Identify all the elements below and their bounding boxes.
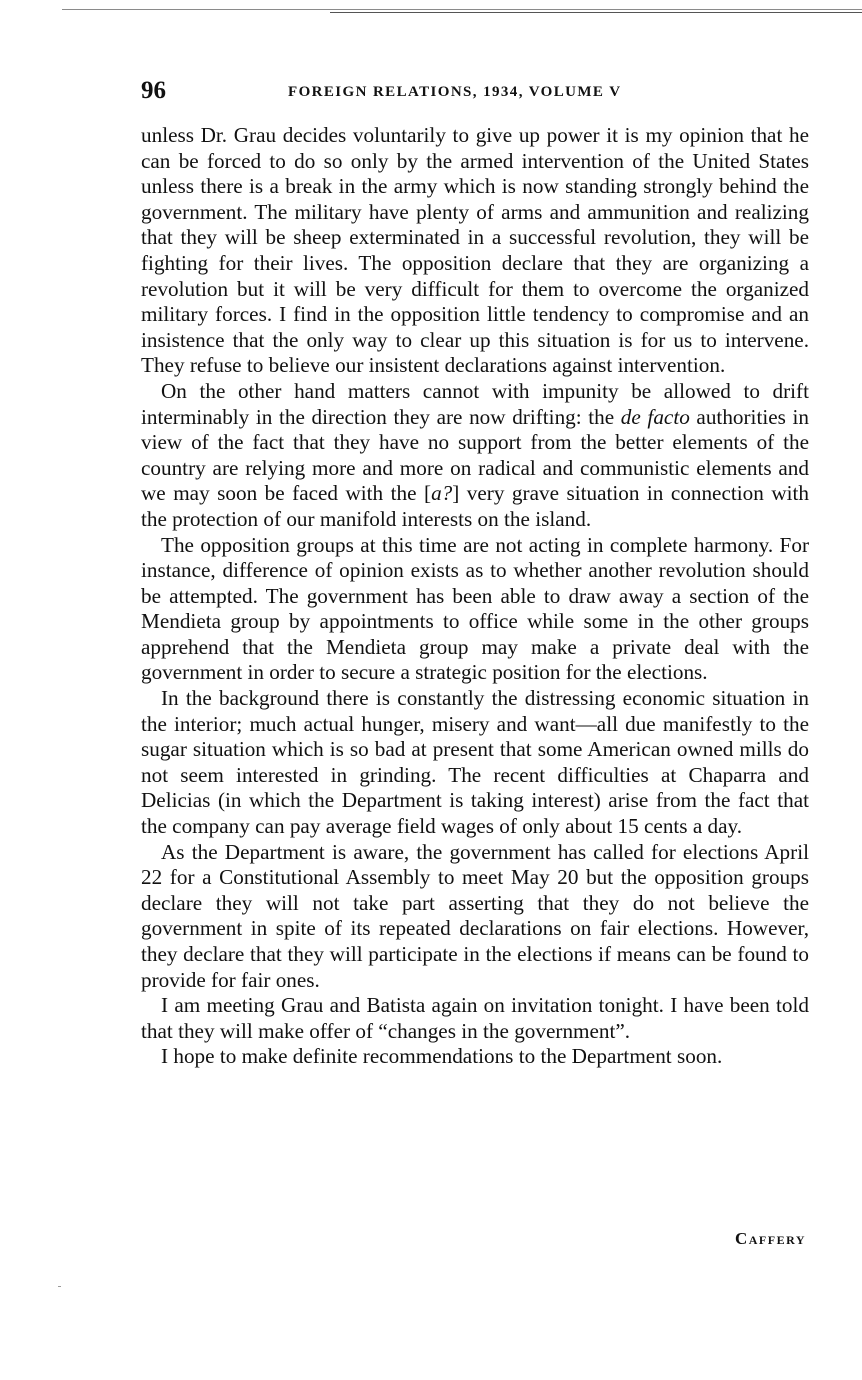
page-header xyxy=(141,76,809,108)
paragraph-2 xyxy=(141,379,809,533)
signature: Caffery xyxy=(734,1229,806,1248)
paragraph-2-italic-de-facto: de facto xyxy=(620,404,690,429)
top-scan-rule xyxy=(62,9,862,10)
paragraph-2-italic-bracket: a? xyxy=(431,481,453,506)
paragraph-2-part-2: authorities in view of the fact that they have no support from the better elements of the country are relying more and more on radical and communistic elements and we may soon be faced with the [ xyxy=(141,404,809,506)
paragraph-1: unless Dr. Grau decides voluntarily to give up power it is my opinion that he can be forced to do so only by the armed intervention of the United States unless there is a break in the army which is now standing strongly behind the government. The military have plenty of arms and ammunition and realizing that they will be sheep exterminated in a successful revolution, they will be fighting for their lives. The opposition declare that they are organizing a revolution but it will be very difficult for them to overcome the organized military forces. I find in the opposition little tendency to compromise and an insistence that the only way to clear up this situation is for us to intervene. They refuse to believe our insistent declarations against intervention. xyxy=(141,123,809,378)
top-scan-rule-secondary xyxy=(330,12,862,13)
paragraph-4: In the background there is constantly the distressing economic situation in the interior; much actual hunger, misery and want—all due manifestly to the sugar situation which is so bad at present that some American owned mills do not seem interested in grinding. The recent difficulties at Chaparra and Delicias (in which the Department is taking interest) arise from the fact that the company can pay average field wages of only about 15 cents a day. xyxy=(141,686,809,839)
paragraph-6: I am meeting Grau and Batista again on invitation tonight. I have been told that they will make offer of “changes in the government”. xyxy=(141,993,809,1043)
running-head: FOREIGN RELATIONS, 1934, VOLUME V xyxy=(288,84,622,100)
paragraph-2-part-1: On the other hand matters cannot with impunity be allowed to drift interminably in the direction they are now drifting: the xyxy=(141,378,809,429)
body-text xyxy=(141,123,809,1070)
scan-speck xyxy=(58,1286,61,1287)
paragraph-5: As the Department is aware, the government has called for elections April 22 for a Constitutional Assembly to meet May 20 but the opposition groups declare they will not take part asserting that they do not believe the government in spite of its repeated declarations on fair elections. However, they declare that they will participate in the elections if means can be found to provide for fair ones. xyxy=(141,839,809,992)
page-number: 96 xyxy=(141,77,166,104)
paragraph-7: I hope to make definite recommendations to the Department soon. xyxy=(161,1044,723,1069)
paragraph-2-part-3: ] very grave situation in connection with the protection of our manifold interests on the island. xyxy=(141,481,809,531)
paragraph-3: The opposition groups at this time are not acting in complete harmony. For instance, difference of opinion exists as to whether another revolution should be attempted. The government has been able to draw away a section of the Mendieta group by appointments to office while some in the other groups apprehend that the Mendieta group may make a private deal with the government in order to secure a strategic position for the elections. xyxy=(141,532,809,685)
